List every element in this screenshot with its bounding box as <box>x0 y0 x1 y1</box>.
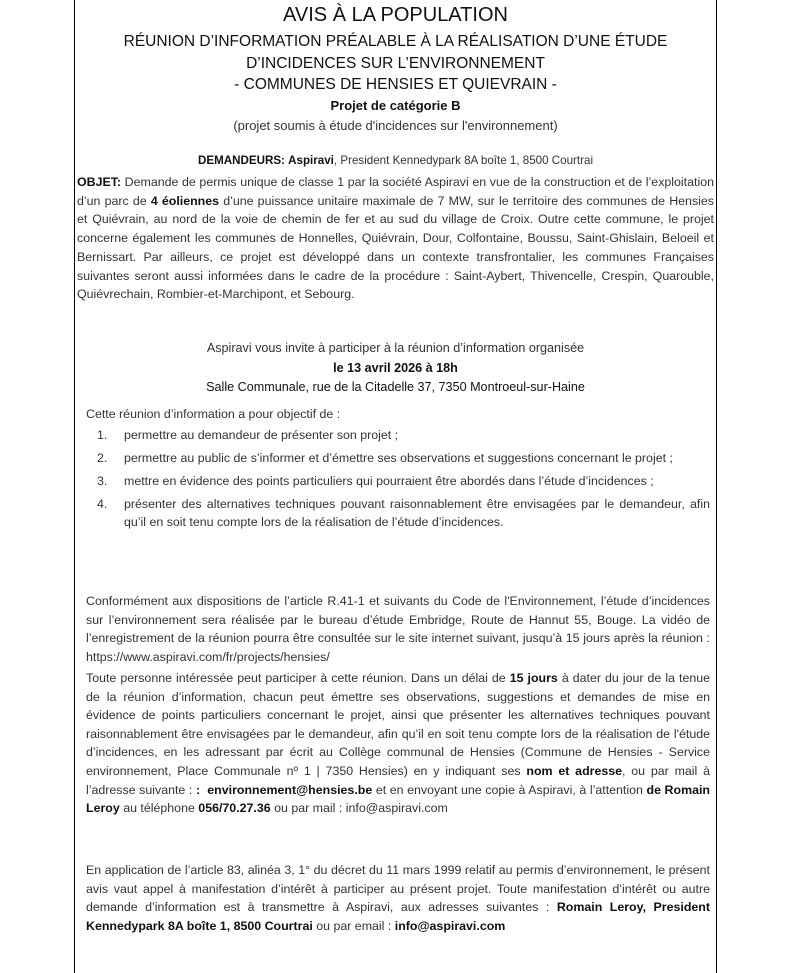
delay-highlight: 15 jours <box>509 671 558 685</box>
manifestation-text: En application de l’article 83, alinéa 3, 1° du décret du 11 mars 1999 relatif au permis d’environnement, le présent avis vaut appel à manifestation d’intérêt à participer au présent projet. Toute manifestation d’intérêt ou autre demande d’information est à transmettre à Aspiravi, aux adresses suivantes : <box>86 863 710 915</box>
object-text: Demande de permis unique de classe 1 par la société Aspiravi en vue de la construction et de l’exploitation d’un parc de <box>77 175 714 208</box>
contact-address: Romain Leroy, President Kennedypark 8A boîte 1, 8500 Courtrai <box>86 900 710 933</box>
manifestation-paragraph <box>86 861 710 935</box>
colon-highlight: : <box>195 782 201 797</box>
participation-text: et en envoyant une copie à Aspiravi, à l’attention <box>372 782 647 797</box>
participation-text: ou par mail : <box>270 801 346 816</box>
list-number: 3. <box>97 474 108 488</box>
applicant-name: Aspiravi <box>288 154 334 167</box>
list-number: 4. <box>97 497 108 511</box>
notice-document <box>74 0 717 973</box>
project-category-note: (projet soumis à étude d'incidences sur l'environnement) <box>233 118 558 133</box>
contact-email-link[interactable]: info@aspiravi.com <box>394 918 506 933</box>
aspiravi-email-link[interactable]: info@aspiravi.com <box>345 801 448 816</box>
list-item <box>86 449 710 467</box>
notice-subtitle <box>75 31 716 96</box>
study-text: Conformément aux dispositions de l’article R.41-1 et suivants du Code de l'Environnement, l’étude d’incidences sur l’environnement sera réalisée par le bureau d’étude Embridge, Route de Hannut 55, Bouge. La vidéo de l’enregistrement de la réunion pourra être consultée sur le site internet suivant, jusqu’à 15 jours après la réunion : <box>86 594 710 646</box>
applicant-address: , President Kennedypark 8A boîte 1, 8500 Courtrai <box>333 154 594 167</box>
object-text: d’une puissance unitaire maximale de 7 MW, sur le territoire des communes de Hensies et Quiévrain, au nord de la voie de chemin de fer et au sud du village de Croix. Outre cette commune, le projet concerne également les communes de Honnelles, Quiévrain, Dour, Colfontaine, Boussu, Saint-Ghislain, Beloeil et Bernissart. Par ailleurs, ce projet est développé dans un contexte transfrontalier, les communes Françaises suivantes seront aussi informées dans le cadre de la procédure : Saint-Aybert, Thivencelle, Crespin, Quarouble, Quiévrechain, Rombier-et-Marchipont, et Sebourg. <box>77 193 714 302</box>
objectives-list <box>86 426 710 536</box>
meeting-date: le 13 avril 2026 à 18h <box>333 360 458 375</box>
applicants-label: DEMANDEURS: <box>197 154 285 167</box>
participation-text: Toute personne intéressée peut participer à cette réunion. Dans un délai de <box>86 671 510 685</box>
objectives-intro: Cette réunion d’information a pour objectif de : <box>86 407 341 421</box>
list-text: présenter des alternatives techniques pouvant raisonnablement être envisagées par le demandeur, afin qu’il en soit tenu compte lors de la réalisation de l’étude d’incidences. <box>124 497 710 529</box>
list-text: permettre au public de s’informer et d’émettre ses observations et suggestions concernant le projet ; <box>124 451 673 465</box>
subtitle-line: RÉUNION D’INFORMATION PRÉALABLE À LA RÉALISATION D’UNE ÉTUDE <box>123 33 668 50</box>
project-category: Projet de catégorie B <box>330 98 461 113</box>
manifestation-text: ou par email : <box>312 918 395 933</box>
list-text: permettre au demandeur de présenter son projet ; <box>124 428 399 442</box>
meeting-invitation <box>75 339 716 398</box>
meeting-place: Salle Communale, rue de la Citadelle 37, 7350 Montroeul-sur-Haine <box>206 380 585 394</box>
list-number: 2. <box>97 451 108 465</box>
participation-text: au téléphone <box>119 801 199 816</box>
list-item <box>86 426 710 444</box>
subtitle-line: D’INCIDENCES SUR L’ENVIRONNEMENT <box>246 54 545 72</box>
notice-title: AVIS À LA POPULATION <box>283 4 508 26</box>
contact-name: de Romain Leroy <box>86 782 710 816</box>
object-paragraph <box>77 173 714 304</box>
list-text: mettre en évidence des points particuliers qui pourraient être abordés dans l’étude d’incidences ; <box>124 474 654 488</box>
list-item <box>86 472 710 490</box>
study-paragraph <box>86 592 710 666</box>
participation-paragraph <box>86 669 710 818</box>
invitation-intro: Aspiravi vous invite à participer à la réunion d’information organisée <box>206 341 585 355</box>
project-video-link[interactable]: https://www.aspiravi.com/fr/projects/hensies/ <box>86 649 330 664</box>
subtitle-line: - COMMUNES DE HENSIES ET QUIEVRAIN - <box>234 76 557 93</box>
phone-number[interactable]: 056/70.27.36 <box>198 801 271 816</box>
list-number: 1. <box>97 428 108 442</box>
applicants-line <box>75 153 716 169</box>
name-address-highlight: nom et adresse <box>526 763 623 778</box>
object-label: OBJET: <box>77 175 122 189</box>
turbine-count: 4 éoliennes <box>150 193 220 208</box>
commune-email-link[interactable]: environnement@hensies.be <box>207 782 373 797</box>
participation-text: à dater du jour de la tenue de la réunion d’information, chacun peut émettre ses observations, suggestions et demandes de mise en évidence de points particuliers concernant le projet, ainsi que présenter les alternatives techniques pouvant raisonnablement être envisagées par le demandeur, afin qu’il en soit tenu compte lors de la réalisation de l'étude d’incidences, en les adressant par écrit au Collège communal de Hensies (Commune de Hensies - Service environnement, Place Communale nº 1 | 7350 Hensies) en y indiquant ses <box>86 671 711 778</box>
participation-text: , ou par mail à l’adresse suivante : <box>86 763 711 797</box>
list-item <box>86 495 710 531</box>
